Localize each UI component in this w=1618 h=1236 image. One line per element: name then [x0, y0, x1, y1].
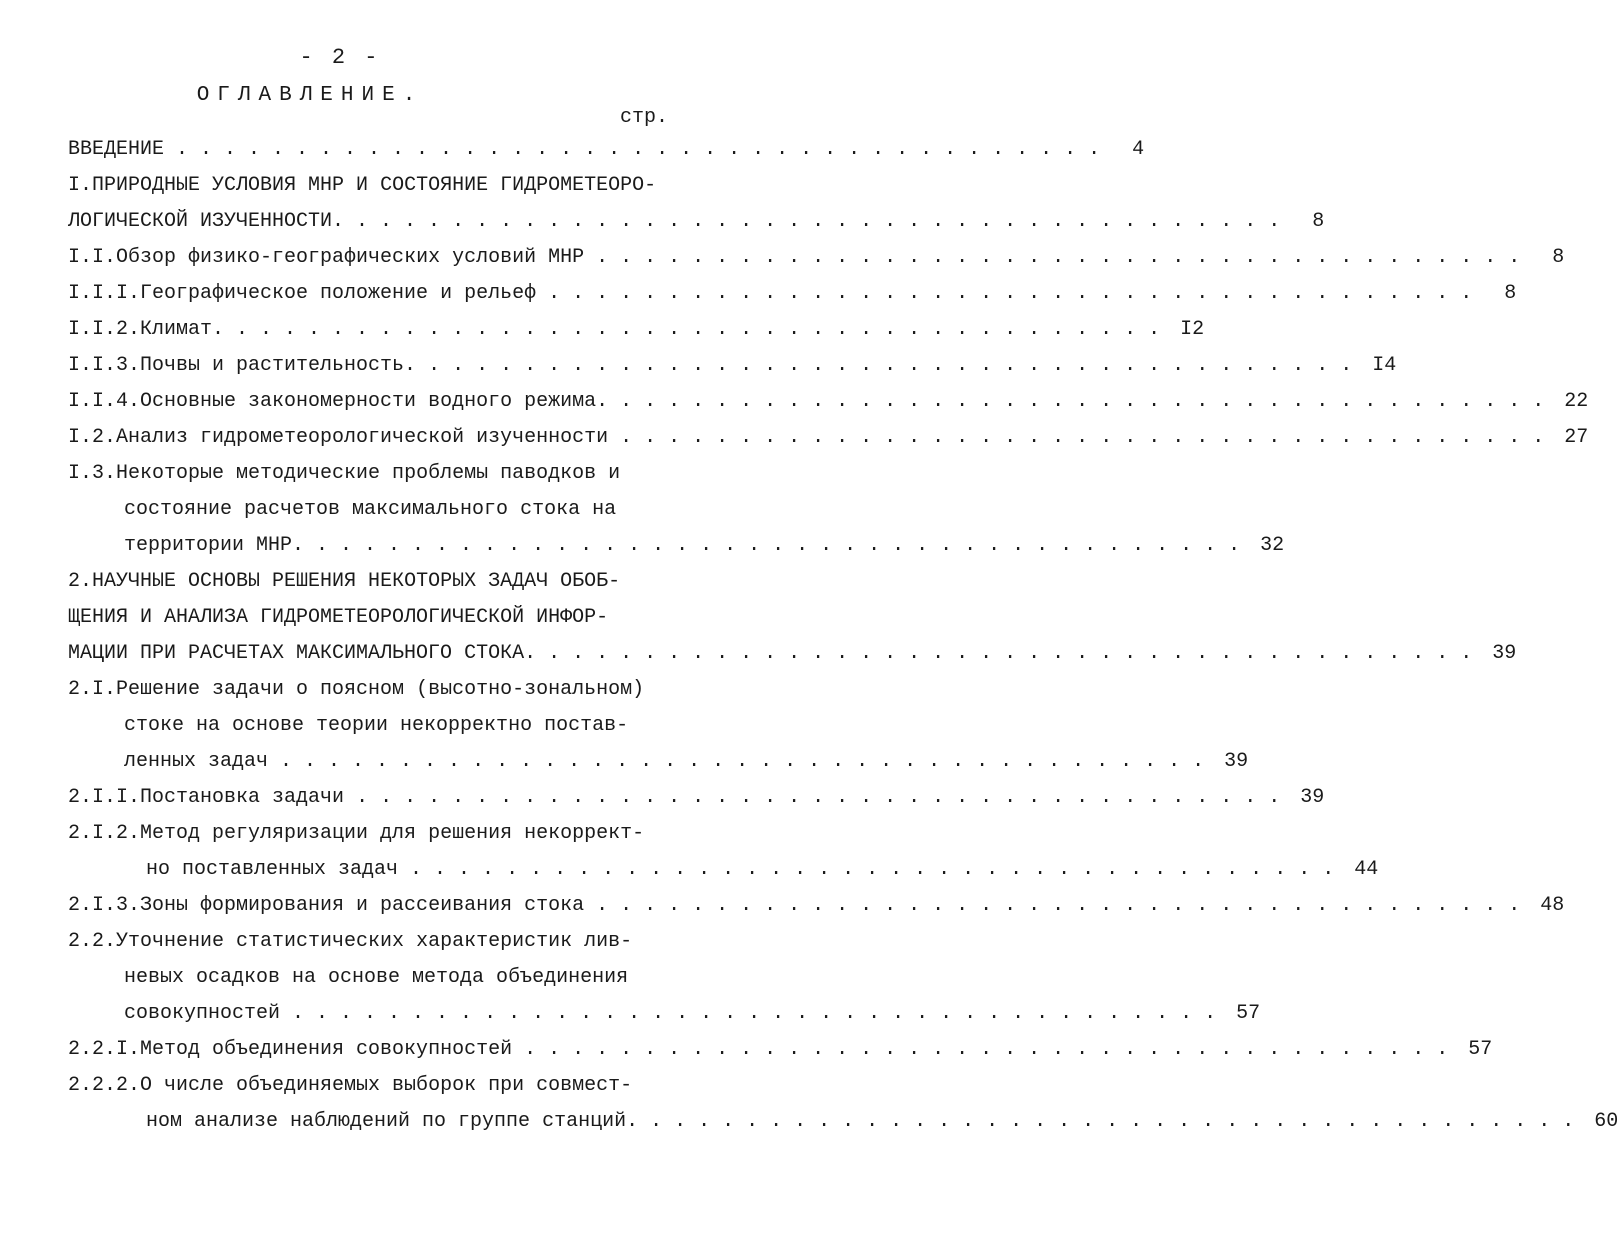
toc-page-number: 39 — [1492, 642, 1517, 665]
toc-entry — [68, 924, 660, 960]
toc-entry-number: I.I.I. — [68, 282, 141, 305]
toc-entry-title: ном анализе наблюдений по группе станций. . . . . . . . . . . . . . . . . . . . . . . . . . . . . . . . . . . . . . . . — [146, 1110, 1575, 1133]
toc-entry-number: I.I. — [68, 246, 117, 269]
toc-entry-title: состояние расчетов максимального стока на — [124, 498, 617, 521]
toc-leader-dots: . . . . . . . . . . . . . . . . . . . . . . . . . . . . . . . . . . . . . . . — [608, 390, 1545, 413]
toc-leader-dots: . . . . . . . . . . . . . . . . . . . . . . . . . . . . . . . . . . . . . . . — [584, 246, 1521, 269]
toc-entry — [68, 132, 1145, 168]
toc-entry-title: невых осадков на основе метода объединения — [124, 966, 629, 989]
toc-entry-continuation — [68, 996, 1261, 1032]
toc-entry-title: Уточнение статистических характеристик лив- — [116, 930, 633, 953]
toc-entry-title: Некоторые методические проблемы паводков и — [116, 462, 621, 485]
page-number: - 2 - — [299, 45, 381, 70]
toc-page-number: 22 — [1564, 390, 1589, 413]
toc-page-number: 60 — [1594, 1110, 1618, 1133]
toc-entry-number: 2.I. — [68, 678, 117, 701]
page-title: ОГЛАВЛЕНИЕ. — [196, 84, 424, 107]
toc-entry — [68, 456, 660, 492]
toc-entry-number: 2.2.I. — [68, 1038, 141, 1061]
toc-entry-number: 2. — [68, 570, 93, 593]
toc-entry-number: I.2. — [68, 426, 117, 449]
toc-entry-title: стоке на основе теории некорректно постав- — [124, 714, 629, 737]
toc-page-number: 39 — [1300, 786, 1325, 809]
toc-page-number: 48 — [1540, 894, 1565, 917]
toc-entry-number: 2.2.2. — [68, 1074, 141, 1097]
toc-page-number: 44 — [1354, 858, 1379, 881]
toc-entry-title: НАУЧНЫЕ ОСНОВЫ РЕШЕНИЯ НЕКОТОРЫХ ЗАДАЧ ОБОБ- — [92, 570, 621, 593]
toc-entry-title: территории МНР. . . . . . . . . . . . . . . . . . . . . . . . . . . . . . . . . . . . . . . . — [124, 534, 1241, 557]
toc-page-number: 8 — [1552, 246, 1565, 269]
toc-entry-title: Постановка задачи . . . . . . . . . . . . . . . . . . . . . . . . . . . . . . . . . . . . . . . — [140, 786, 1281, 809]
toc-entry-number: I.I.3. — [68, 354, 141, 377]
toc-leader-dots: . . . . . . . . . . . . . . . . . . . . . . . . . . . . . . . . . . . . . . . — [398, 858, 1335, 881]
toc-entry-number: 2.2. — [68, 930, 117, 953]
toc-entry — [68, 564, 660, 600]
toc-leader-dots: . . . . . . . . . . . . . . . . . . . . . . . . . . . . . . . . . . . . . . . — [268, 750, 1205, 773]
toc-entry — [68, 780, 1325, 816]
toc-leader-dots: . . . . . . . . . . . . . . . . . . . . . . . . . . . . . . . . . . . . . . . — [344, 786, 1281, 809]
toc-leader-dots: . . . . . . . . . . . . . . . . . . . . . . . . . . . . . . . . . . . . . . . — [164, 138, 1101, 161]
toc-entry — [68, 1068, 660, 1104]
table-of-contents — [68, 132, 1618, 1140]
toc-entry-number: 2.I.3. — [68, 894, 141, 917]
toc-entry — [68, 816, 660, 852]
toc-entry-title: ЛОГИЧЕСКОЙ ИЗУЧЕННОСТИ. . . . . . . . . . . . . . . . . . . . . . . . . . . . . . . . . . . . . . . . — [68, 210, 1281, 233]
toc-entry-number: 2.I.I. — [68, 786, 141, 809]
toc-entry-title: ПРИРОДНЫЕ УСЛОВИЯ МНР И СОСТОЯНИЕ ГИДРОМЕТЕОРО- — [92, 174, 657, 197]
toc-page-number: 8 — [1504, 282, 1517, 305]
toc-entry-continuation — [68, 852, 1379, 888]
toc-entry-title: Метод регуляризации для решения некоррект- — [140, 822, 645, 845]
toc-entry-title: ЩЕНИЯ И АНАЛИЗА ГИДРОМЕТЕОРОЛОГИЧЕСКОЙ ИНФОР- — [68, 606, 609, 629]
toc-entry-title: ВВЕДЕНИЕ . . . . . . . . . . . . . . . . . . . . . . . . . . . . . . . . . . . . . . . — [68, 138, 1101, 161]
toc-entry-continuation — [68, 1104, 1618, 1140]
toc-entry — [68, 240, 1565, 276]
toc-entry-title: Почвы и растительность. . . . . . . . . . . . . . . . . . . . . . . . . . . . . . . . . . . . . . . . — [140, 354, 1353, 377]
toc-entry — [68, 672, 660, 708]
toc-entry — [68, 888, 1565, 924]
toc-entry-title: О числе объединяемых выборок при совмест- — [140, 1074, 633, 1097]
toc-leader-dots: . . . . . . . . . . . . . . . . . . . . . . . . . . . . . . . . . . . . . . . — [280, 1002, 1217, 1025]
toc-entry-number: I. — [68, 174, 93, 197]
toc-leader-dots: . . . . . . . . . . . . . . . . . . . . . . . . . . . . . . . . . . . . . . . — [536, 282, 1473, 305]
toc-entry-continuation — [68, 492, 660, 528]
toc-page-number: I2 — [1180, 318, 1205, 341]
toc-entry — [68, 384, 1589, 420]
toc-entry-title: Зоны формирования и рассеивания стока . . . . . . . . . . . . . . . . . . . . . . . . . . . . . . . . . . . . . . . — [140, 894, 1521, 917]
page-column-header: стр. — [620, 106, 669, 129]
toc-page-number: 39 — [1224, 750, 1249, 773]
toc-entry-number: I.I.2. — [68, 318, 141, 341]
toc-entry-continuation — [68, 528, 1285, 564]
toc-entry-title: Климат. . . . . . . . . . . . . . . . . . . . . . . . . . . . . . . . . . . . . . . . — [140, 318, 1161, 341]
toc-leader-dots: . . . . . . . . . . . . . . . . . . . . . . . . . . . . . . . . . . . . . . . — [512, 1038, 1449, 1061]
toc-leader-dots: . . . . . . . . . . . . . . . . . . . . . . . . . . . . . . . . . . . . . . . — [304, 534, 1241, 557]
toc-entry — [68, 348, 1397, 384]
toc-entry-continuation — [68, 708, 660, 744]
toc-page-number: 4 — [1132, 138, 1145, 161]
toc-page-number: 57 — [1468, 1038, 1493, 1061]
toc-leader-dots: . . . . . . . . . . . . . . . . . . . . . . . . . . . . . . . . . . . . . . . — [536, 642, 1473, 665]
toc-entry-title: Решение задачи о поясном (высотно-зональном) — [116, 678, 645, 701]
toc-entry-title: Обзор физико-географических условий МНР . . . . . . . . . . . . . . . . . . . . . . . . . . . . . . . . . . . . . . . — [116, 246, 1521, 269]
toc-entry-title: ленных задач . . . . . . . . . . . . . . . . . . . . . . . . . . . . . . . . . . . . . . . — [124, 750, 1205, 773]
toc-leader-dots: . . . . . . . . . . . . . . . . . . . . . . . . . . . . . . . . . . . . . . . — [416, 354, 1353, 377]
toc-entry-number: 2.I.2. — [68, 822, 141, 845]
toc-entry-title: Основные закономерности водного режима. . . . . . . . . . . . . . . . . . . . . . . . . . . . . . . . . . . . . . . . — [140, 390, 1545, 413]
toc-entry-title: но поставленных задач . . . . . . . . . . . . . . . . . . . . . . . . . . . . . . . . . . . . . . . — [146, 858, 1335, 881]
toc-entry — [68, 276, 1517, 312]
toc-entry-continuation — [68, 600, 660, 636]
toc-leader-dots: . . . . . . . . . . . . . . . . . . . . . . . . . . . . . . . . . . . . . . . — [608, 426, 1545, 449]
toc-entry-title: МАЦИИ ПРИ РАСЧЕТАХ МАКСИМАЛЬНОГО СТОКА. . . . . . . . . . . . . . . . . . . . . . . . . . . . . . . . . . . . . . . . — [68, 642, 1473, 665]
toc-leader-dots: . . . . . . . . . . . . . . . . . . . . . . . . . . . . . . . . . . . . . . . — [638, 1110, 1575, 1133]
toc-entry-continuation — [68, 744, 1249, 780]
toc-entry — [68, 312, 1205, 348]
toc-page-number: 27 — [1564, 426, 1589, 449]
toc-page-number: 57 — [1236, 1002, 1261, 1025]
toc-page-number: 32 — [1260, 534, 1285, 557]
toc-leader-dots: . . . . . . . . . . . . . . . . . . . . . . . . . . . . . . . . . . . . . . . — [344, 210, 1281, 233]
toc-entry-title: Метод объединения совокупностей . . . . . . . . . . . . . . . . . . . . . . . . . . . . . . . . . . . . . . . — [140, 1038, 1449, 1061]
toc-entry-number: I.I.4. — [68, 390, 141, 413]
toc-entry — [68, 420, 1589, 456]
toc-page-number: I4 — [1372, 354, 1397, 377]
toc-entry — [68, 1032, 1493, 1068]
toc-entry-number: I.3. — [68, 462, 117, 485]
toc-leader-dots: . . . . . . . . . . . . . . . . . . . . . . . . . . . . . . . . . . . . . . . — [224, 318, 1161, 341]
toc-entry — [68, 168, 660, 204]
toc-entry-title: Анализ гидрометеорологической изученности . . . . . . . . . . . . . . . . . . . . . . . . . . . . . . . . . . . . . . . — [116, 426, 1545, 449]
toc-leader-dots: . . . . . . . . . . . . . . . . . . . . . . . . . . . . . . . . . . . . . . . — [584, 894, 1521, 917]
toc-page-number: 8 — [1312, 210, 1325, 233]
toc-entry-continuation — [68, 204, 1325, 240]
toc-entry-title: Географическое положение и рельеф . . . . . . . . . . . . . . . . . . . . . . . . . . . . . . . . . . . . . . . — [140, 282, 1473, 305]
toc-entry-continuation — [68, 636, 1517, 672]
toc-entry-continuation — [68, 960, 660, 996]
toc-entry-title: совокупностей . . . . . . . . . . . . . . . . . . . . . . . . . . . . . . . . . . . . . . . — [124, 1002, 1217, 1025]
